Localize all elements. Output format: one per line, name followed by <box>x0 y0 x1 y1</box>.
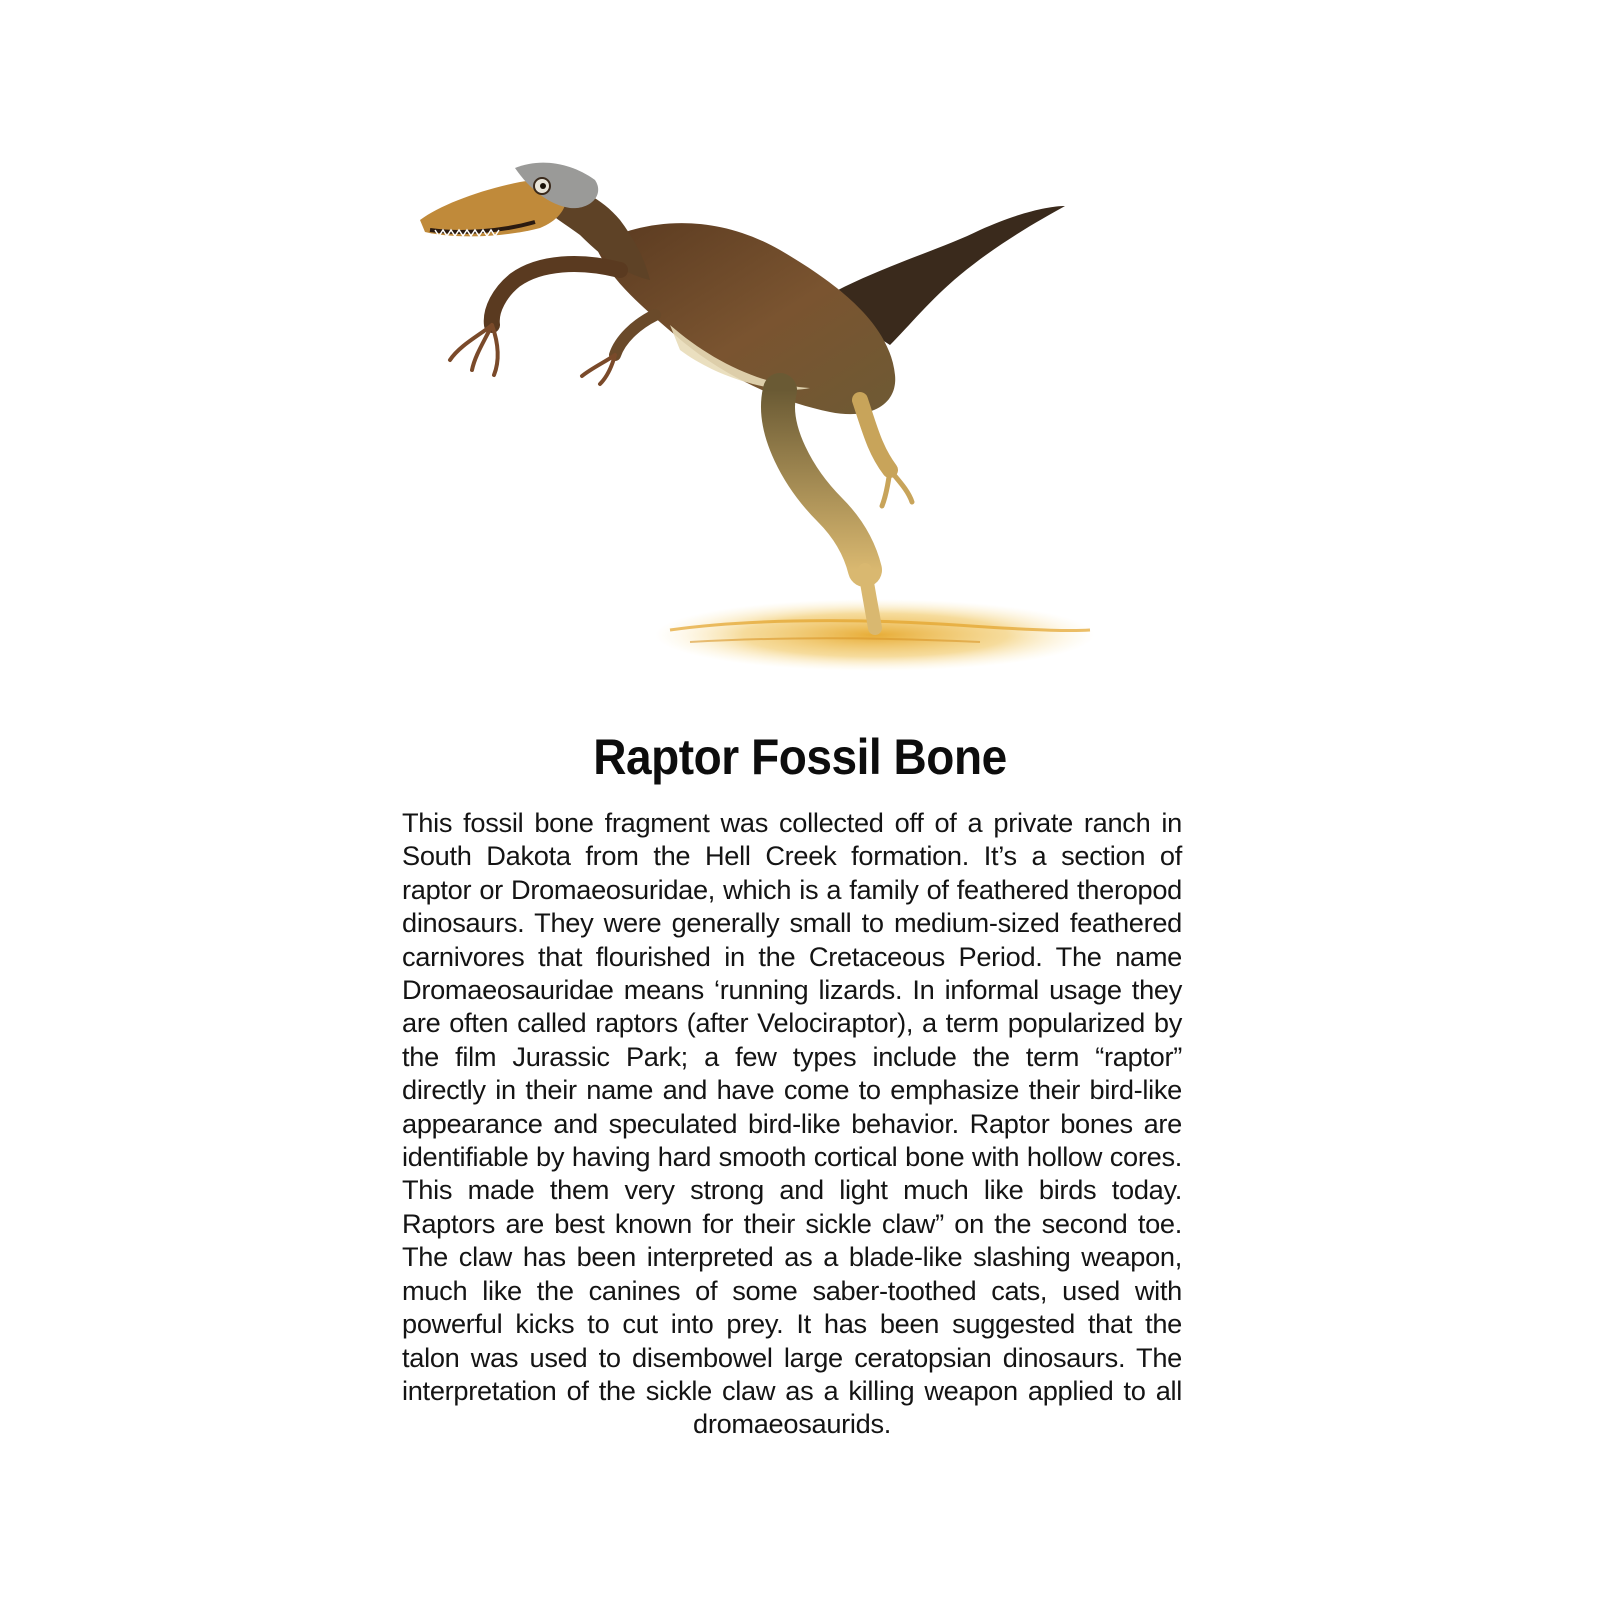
raptor-legs <box>778 390 912 628</box>
document-title: Raptor Fossil Bone <box>593 729 1007 785</box>
document-body-text: This fossil bone fragment was collected off of a private ranch in South Dakota from the Hell Creek formation. It’s a section of raptor or Dromaeosuridae, which is a family of feathered theropod dinosaurs. They were generally small to medium-sized feathered carnivores that flourished in the Cretaceous Period. The name Dromaeosauridae means ‘running lizards. In informal usage they are often called raptors (after Velociraptor), a term popularized by the film Jurassic Park; a few types include the term “raptor” directly in their name and have come to emphasize their bird-like appearance and speculated bird-like behavior. Raptor bones are identifiable by having hard smooth cortical bone with hollow cores. This made them very strong and light much like birds today. Raptors are best known for their sickle claw” on the second toe. The claw has been interpreted as a blade-like slashing weapon, much like the canines of some saber-toothed cats, used with powerful kicks to cut into prey. It has been suggested that the talon was used to disembowel large ceratopsian dinosaurs. The interpretation of the sickle claw as a killing weapon applied to all dromaeosaurids. <box>402 807 1182 1440</box>
raptor-illustration <box>420 150 1120 710</box>
